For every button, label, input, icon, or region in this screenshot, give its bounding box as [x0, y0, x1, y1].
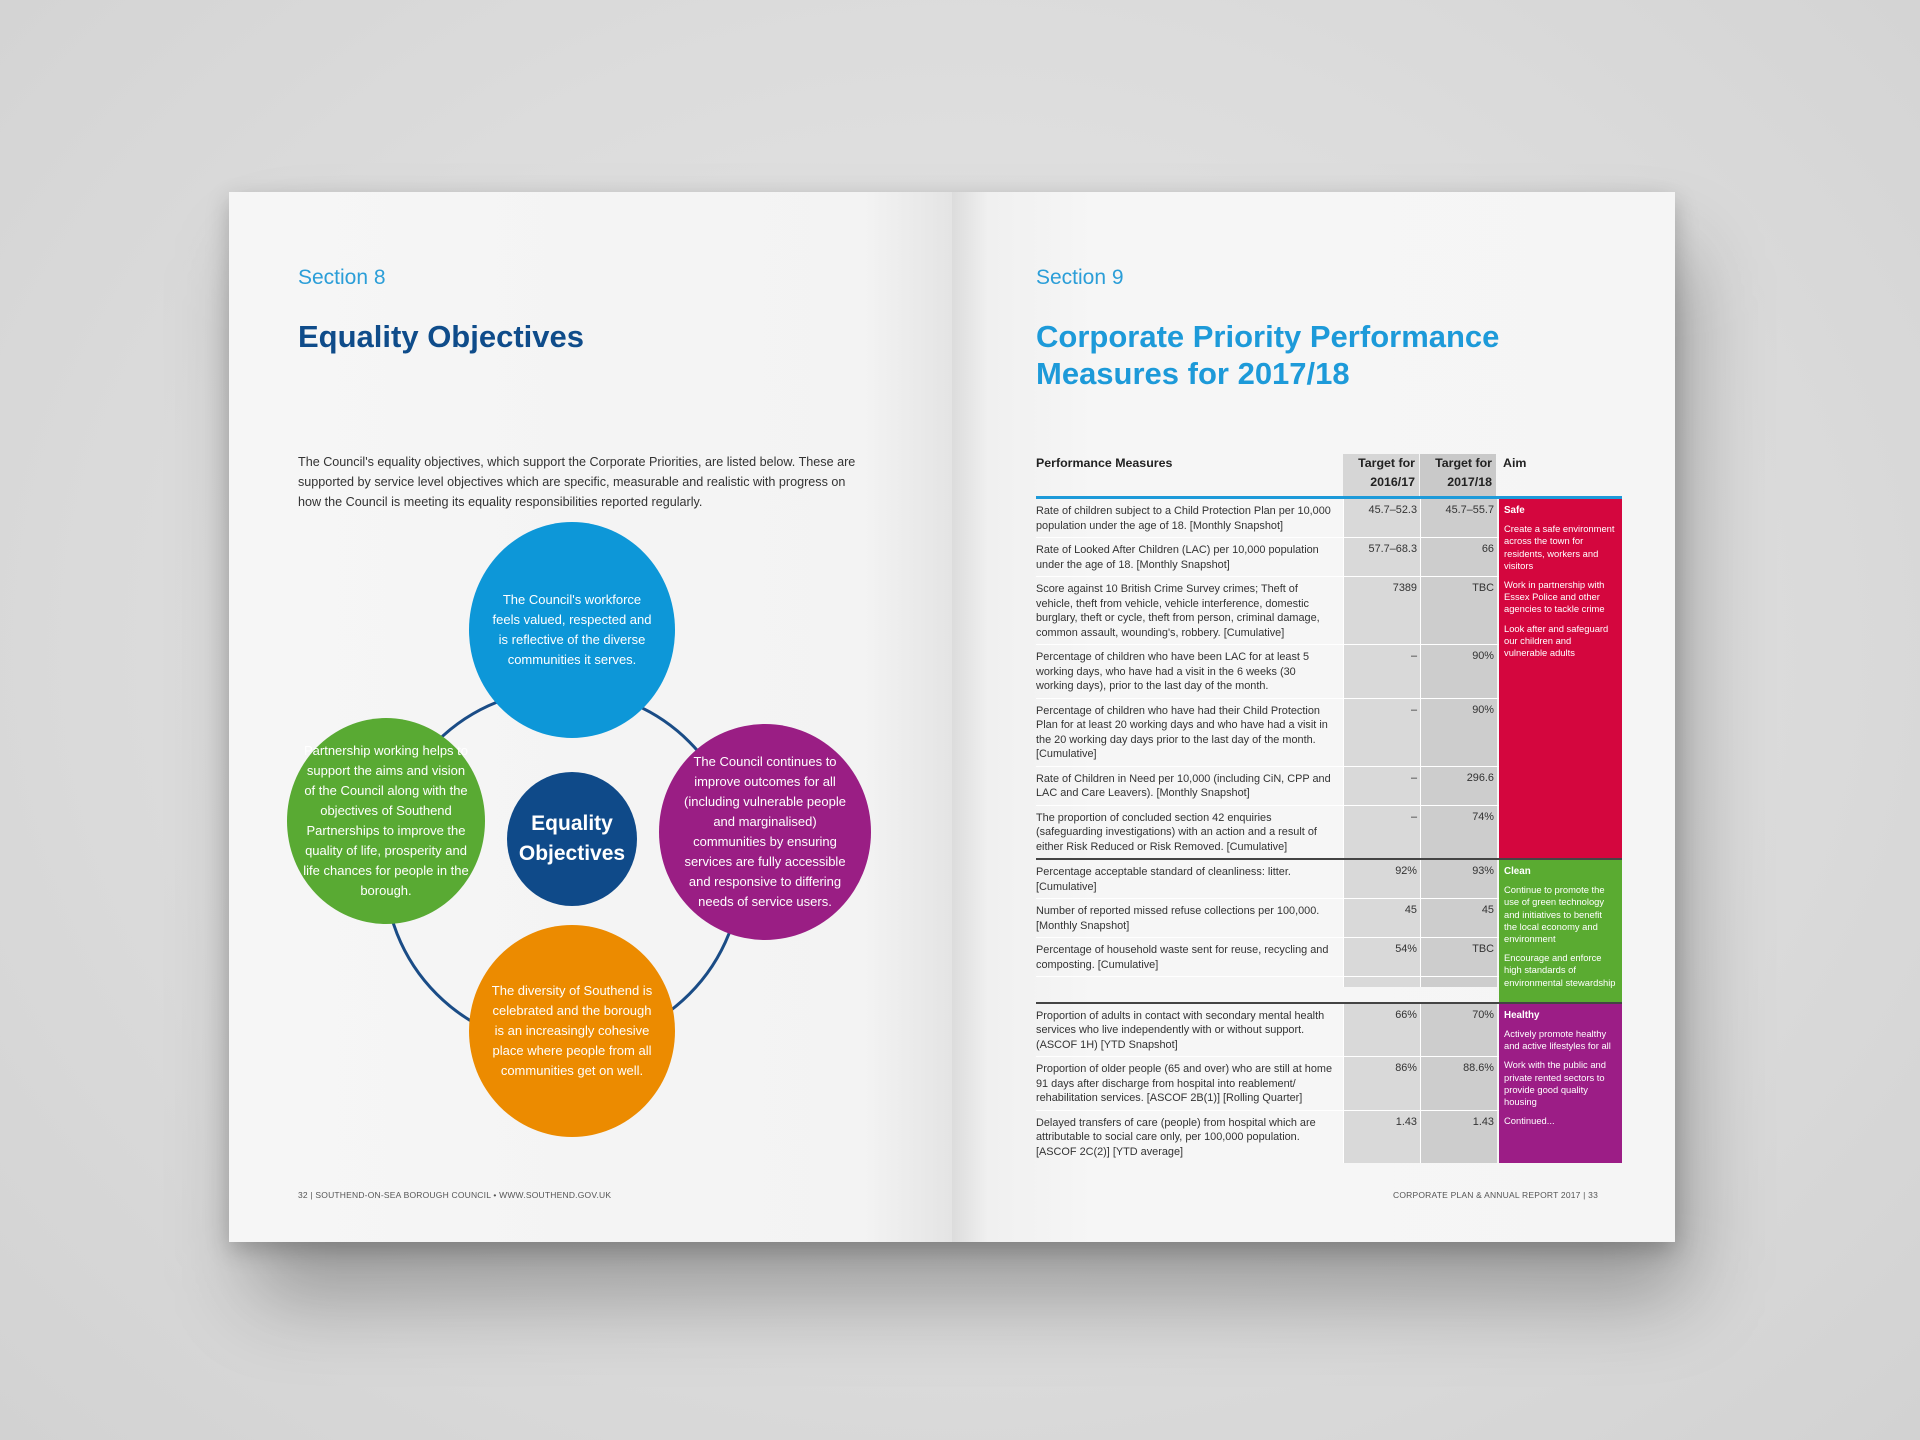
table-group-clean [1036, 860, 1622, 1004]
aim-item: Continued... [1504, 1115, 1555, 1127]
aim-item: Work in partnership with Essex Police and other agencies to tackle crime [1504, 579, 1605, 615]
target-2016-cell: 1.43 [1343, 1111, 1420, 1164]
left-page [229, 192, 952, 1242]
target-2017-cell: 66 [1420, 538, 1497, 576]
spacer-cell [1420, 977, 1497, 987]
table-row [1036, 1056, 1499, 1110]
target-2017-cell: 70% [1420, 1004, 1497, 1057]
aim-item: Create a safe environment across the town for residents, workers and visitors [1504, 523, 1615, 571]
spacer-cell [1343, 977, 1420, 987]
table-row [1036, 766, 1499, 805]
aim-cell-healthy [1499, 1004, 1622, 1164]
table-row [1036, 898, 1499, 937]
objective-text: The Council continues to improve outcomes for all (including vulnerable people and marginalised) communities by ensuring services are fully accessible and responsive to differing needs of service users. [684, 754, 846, 909]
header-aim: Aim [1503, 456, 1527, 470]
target-2016-cell: 92% [1343, 860, 1420, 898]
header-target-2017: Target for 2017/18 [1420, 454, 1496, 496]
target-2017-cell: TBC [1420, 938, 1497, 976]
table-row [1036, 1110, 1499, 1164]
target-2016-cell: 45 [1343, 899, 1420, 937]
objective-circle-workforce [469, 522, 675, 738]
aim-title: Clean [1504, 866, 1531, 877]
table-row [1036, 576, 1499, 644]
center-label: Equality Objectives [518, 812, 626, 865]
table-group-healthy [1036, 1004, 1622, 1164]
aim-item: Actively promote healthy and active lifestyles for all [1504, 1028, 1611, 1052]
objective-text: The diversity of Southend is celebrated and the borough is an increasingly cohesive place where people from all communities get on well. [491, 983, 653, 1078]
objective-text: Partnership working helps to support the aims and vision of the Council along with the objectives of Southend Partnerships to improve the quality of life, prosperity and life chances for people in the borough. [303, 743, 469, 898]
aim-title: Healthy [1504, 1009, 1540, 1021]
performance-measures-table [1036, 454, 1622, 1163]
section-label: Section 8 [298, 266, 386, 289]
measure-cell: Proportion of adults in contact with secondary mental health services who live independently with or without support. (ASCOF 1H) [YTD Snapshot] [1036, 1009, 1325, 1051]
table-row [1036, 1004, 1499, 1057]
table-row [1036, 499, 1499, 537]
measure-cell: The proportion of concluded section 42 enquiries (safeguarding investigations) with an action and a result of either Risk Reduced or Risk Removed. [Cumulative] [1036, 811, 1317, 853]
objective-circle-outcomes [659, 724, 871, 940]
page-footer: CORPORATE PLAN & ANNUAL REPORT 2017 | 33 [1393, 1190, 1598, 1200]
section-label: Section 9 [1036, 266, 1124, 289]
target-2017-cell: 74% [1420, 806, 1497, 859]
objective-circle-diversity [469, 925, 675, 1137]
table-header [1036, 454, 1622, 499]
table-group-safe [1036, 499, 1622, 860]
target-2017-cell: 1.43 [1420, 1111, 1497, 1164]
table-row [1036, 537, 1499, 576]
objective-text: The Council's workforce feels valued, respected and is reflective of the diverse communities it serves. [492, 592, 652, 667]
measure-cell: Rate of children subject to a Child Protection Plan per 10,000 population under the age of 18. [Monthly Snapshot] [1036, 505, 1331, 532]
table-row [1036, 644, 1499, 698]
target-2017-cell: 88.6% [1420, 1057, 1497, 1110]
aim-item: Look after and safeguard our children and vulnerable adults [1504, 622, 1609, 659]
page-footer: 32 | SOUTHEND-ON-SEA BOROUGH COUNCIL • WWW.SOUTHEND.GOV.UK [298, 1190, 612, 1200]
target-2016-cell: 45.7–52.3 [1343, 499, 1420, 537]
measure-cell: Delayed transfers of care (people) from hospital which are attributable to social care only, per 100,000 population. [ASCOF 2C(2)] [YTD average] [1036, 1116, 1316, 1158]
table-row-spacer [1036, 976, 1499, 987]
target-2017-cell: 90% [1420, 645, 1497, 698]
target-2016-cell: 7389 [1343, 577, 1420, 644]
aim-cell-clean [1499, 860, 1622, 1002]
measure-cell: Percentage of children who have been LAC for at least 5 working days, who have had a visit in the 6 weeks (30 working days), prior to the last day of the month. [1036, 651, 1310, 692]
aim-item: Continue to promote the use of green technology and initiatives to benefit the local economy and environment [1504, 884, 1605, 945]
target-2016-cell: – [1343, 699, 1420, 766]
target-2016-cell: – [1343, 645, 1420, 698]
aim-item: Work with the public and private rented sectors to provide good quality housing [1504, 1059, 1606, 1108]
measure-cell: Percentage of household waste sent for reuse, recycling and composting. [Cumulative] [1036, 944, 1329, 971]
header-performance-measures: Performance Measures [1036, 456, 1173, 470]
measure-cell: Rate of Children in Need per 10,000 (including CiN, CPP and LAC and Care Leavers). [Monthly Snapshot] [1036, 772, 1331, 799]
header-target-2016: Target for 2016/17 [1343, 454, 1419, 496]
spacer-cell [1036, 977, 1343, 987]
target-2017-cell: 45 [1420, 899, 1497, 937]
right-page [952, 192, 1675, 1242]
measure-cell: Score against 10 British Crime Survey crimes; Theft of vehicle, theft from vehicle, vehicle interference, domestic burglary, theft or cycle, theft from person, criminal damage, common assault, wounding's, robbery. [Cumulative] [1036, 583, 1320, 639]
equality-objectives-diagram [229, 522, 952, 1172]
target-2017-cell: 296.6 [1420, 767, 1497, 805]
page-title: Equality Objectives [298, 319, 584, 354]
aim-cell-safe [1499, 499, 1622, 858]
target-2017-cell: 93% [1420, 860, 1497, 898]
target-2016-cell: 66% [1343, 1004, 1420, 1057]
measure-cell: Percentage of children who have had their Child Protection Plan for at least 20 working days and who have had a visit in the 20 working day days prior to the last day of the month. [Cumulative] [1036, 704, 1328, 760]
target-2016-cell: 86% [1343, 1057, 1420, 1110]
measure-cell: Rate of Looked After Children (LAC) per 10,000 population under the age of 18. [Monthly Snapshot] [1036, 544, 1319, 571]
target-2016-cell: – [1343, 806, 1420, 859]
target-2016-cell: 54% [1343, 938, 1420, 976]
target-2016-cell: 57.7–68.3 [1343, 538, 1420, 576]
target-2017-cell: 45.7–55.7 [1420, 499, 1497, 537]
target-2017-cell: 90% [1420, 699, 1497, 766]
brochure-spread [229, 192, 1675, 1242]
measure-cell: Number of reported missed refuse collections per 100,000. [Monthly Snapshot] [1036, 905, 1320, 932]
aim-item: Encourage and enforce high standards of environmental stewardship [1504, 952, 1616, 988]
intro-paragraph: The Council's equality objectives, which support the Corporate Priorities, are listed below. These are supported by service level objectives which are specific, measurable and realistic with progress on how the Council is meeting its equality responsibilities reported regularly. [298, 455, 856, 509]
center-circle [507, 772, 637, 906]
page-title: Corporate Priority Performance Measures for 2017/18 [1036, 319, 1500, 391]
table-row [1036, 937, 1499, 976]
aim-title: Safe [1504, 505, 1525, 516]
measure-cell: Proportion of older people (65 and over) who are still at home 91 days after discharge from hospital into reablement/ rehabilitation services. [ASCOF 2B(1)] [Rolling Quarter] [1036, 1063, 1333, 1105]
table-row [1036, 698, 1499, 766]
target-2017-cell: TBC [1420, 577, 1497, 644]
objective-circle-partnership [287, 718, 485, 924]
measure-cell: Percentage acceptable standard of cleanliness: litter. [Cumulative] [1036, 866, 1291, 893]
table-row [1036, 805, 1499, 859]
table-row [1036, 860, 1499, 898]
target-2016-cell: – [1343, 767, 1420, 805]
